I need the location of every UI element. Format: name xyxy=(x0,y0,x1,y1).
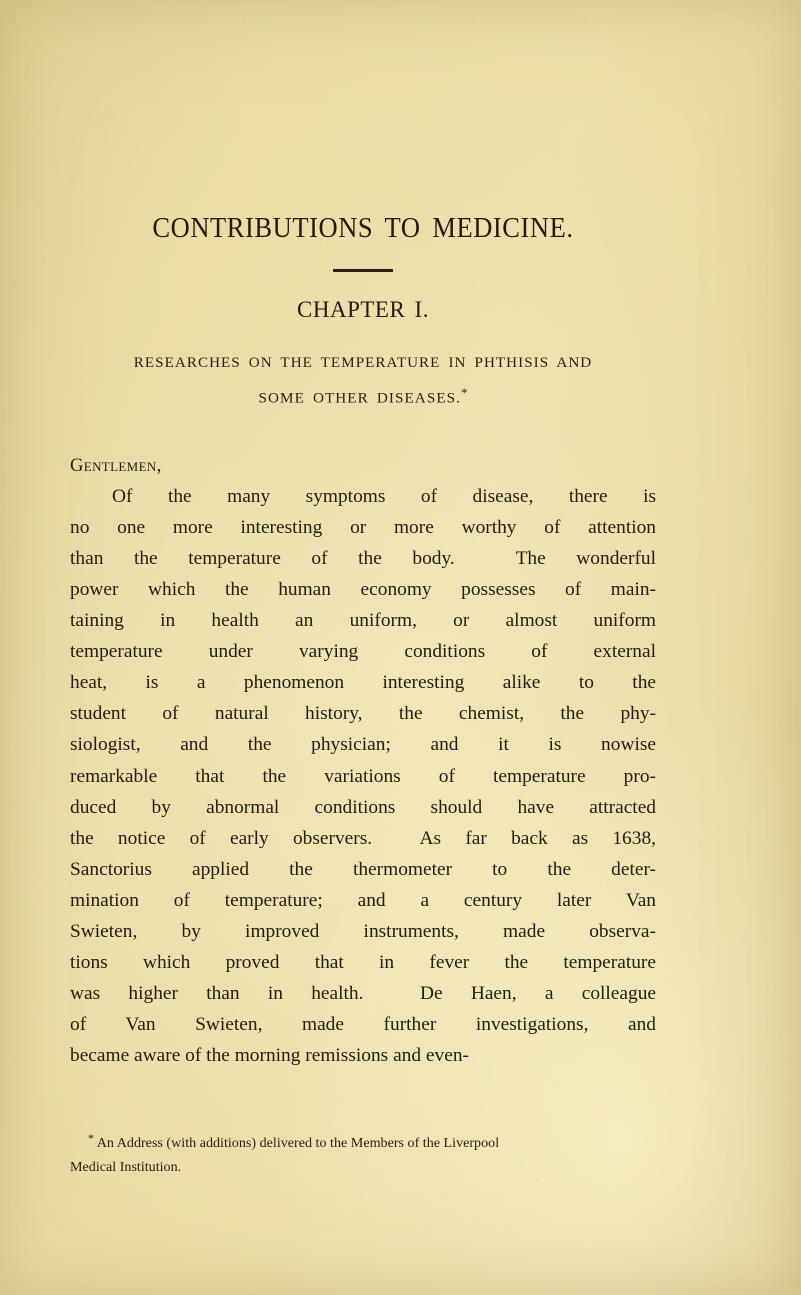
body-line: remarkable that the variations of temperature pro- xyxy=(70,765,656,787)
body-line: tions which proved that in fever the temperature xyxy=(70,952,656,974)
body-line: Swieten, by improved instruments, made observa- xyxy=(70,920,656,942)
chapter-subtitle-line-1: RESEARCHES ON THE TEMPERATURE IN PHTHISIS AND xyxy=(133,354,593,372)
footnote-marker-icon: * xyxy=(461,385,468,401)
horizontal-rule xyxy=(333,269,393,272)
body-line: the notice of early observers. As far back as 1638, xyxy=(70,827,656,849)
footnote-line-1-text: An Address (with additions) delivered to the Members of the Liverpool xyxy=(96,1134,500,1151)
page-title: CONTRIBUTIONS TO MEDICINE. xyxy=(152,213,574,244)
body-paragraph xyxy=(70,481,656,1072)
body-line: Sanctorius applied the thermometer to the deter- xyxy=(70,858,656,880)
body-line: became aware of the morning remissions and even- xyxy=(70,1045,469,1067)
body-line: of Van Swieten, made further investigations, and xyxy=(70,1014,656,1036)
body-line: duced by abnormal conditions should have attracted xyxy=(70,796,656,818)
chapter-heading: CHAPTER I. xyxy=(297,297,429,323)
body-line: power which the human economy possesses of main- xyxy=(70,578,656,600)
chapter-subtitle-line-2 xyxy=(70,378,656,413)
body-line: mination of temperature; and a century later Van xyxy=(70,889,656,911)
chapter-subtitle-line-2-text: SOME OTHER DISEASES. xyxy=(258,389,461,407)
body-line-text: Of the many symptoms of disease, there is xyxy=(112,485,656,507)
body-line: taining in health an uniform, or almost uniform xyxy=(70,610,656,632)
footnote-line-2: Medical Institution. xyxy=(70,1159,182,1176)
footnote-line-1 xyxy=(70,1126,656,1155)
footnote xyxy=(70,1126,656,1180)
body-line: no one more interesting or more worthy of attention xyxy=(70,516,656,538)
body-line: siologist, and the physician; and it is nowise xyxy=(70,734,656,756)
body-line: than the temperature of the body. The wonderful xyxy=(70,547,656,569)
salutation: Gentlemen, xyxy=(70,454,162,476)
footnote-asterisk-icon: * xyxy=(88,1131,94,1145)
body-line: was higher than in health. De Haen, a colleague xyxy=(70,983,656,1005)
body-line: temperature under varying conditions of external xyxy=(70,641,656,663)
body-line: student of natural history, the chemist, the phy- xyxy=(70,703,656,725)
chapter-subtitle xyxy=(70,323,656,413)
body-line xyxy=(70,481,656,512)
text-block xyxy=(70,0,656,1071)
body-line: heat, is a phenomenon interesting alike to the xyxy=(70,672,656,694)
